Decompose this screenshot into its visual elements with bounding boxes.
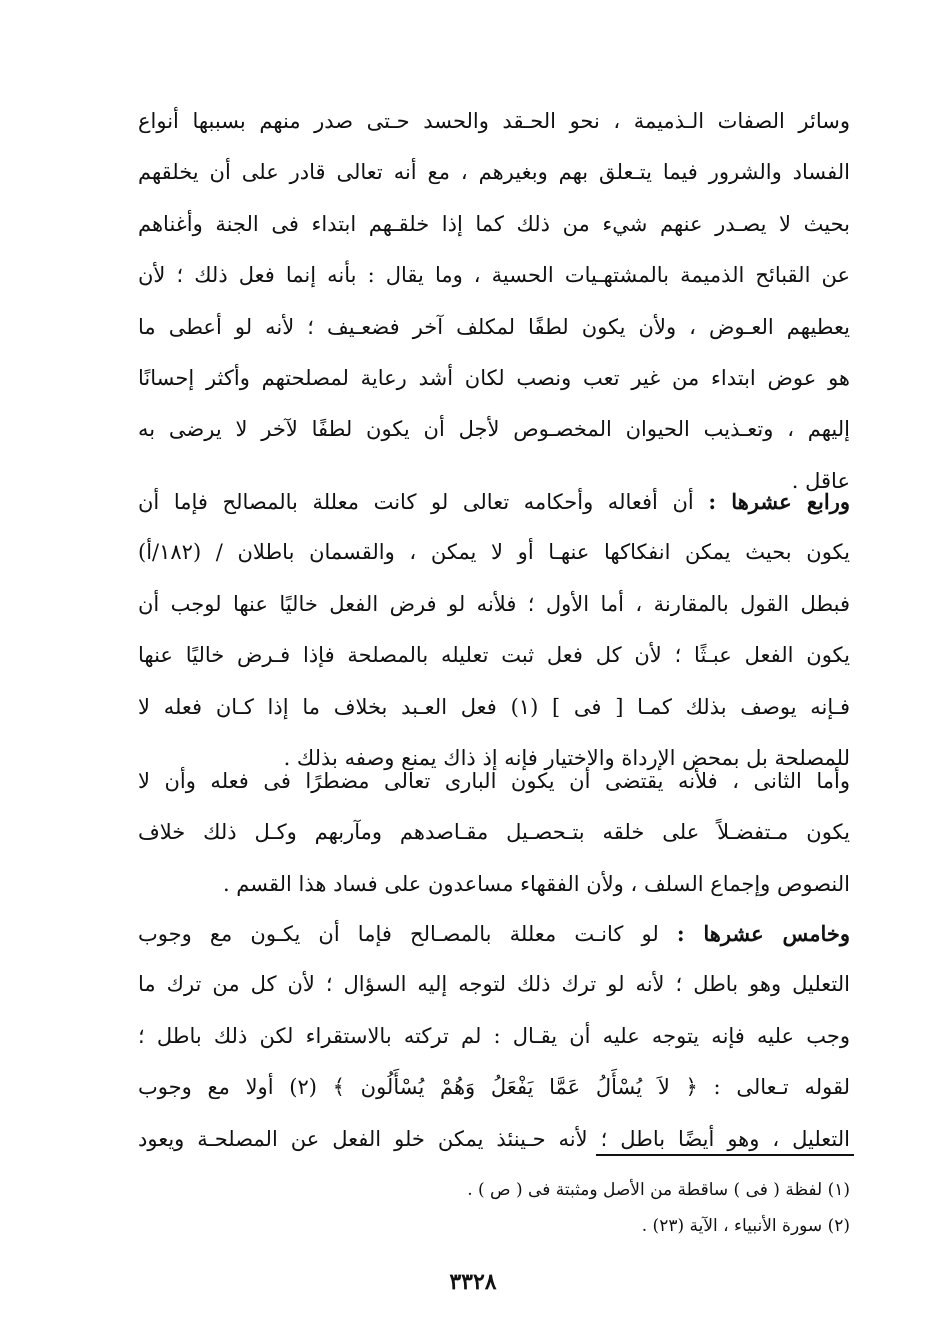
text-line: بحيث لا يصـدر عنهم شيء من ذلك كما إذا خلقـهم ابتداء فى الجنة وأغناهم (138, 211, 850, 236)
text-line: هو عوض ابتداء من غير تعب ونصب لكان أشد رعاية لمصلحتهم وأكثر إحسانًا (138, 365, 850, 390)
text-line: النصوص وإجماع السلف ، ولأن الفقهاء مساعدون على فساد هذا القسم . (222, 871, 850, 896)
text-line: وجب عليه فإنه يتوجه عليه أن يقـال : لم تركته بالاستقراء لكن ذلك باطل ؛ (138, 1023, 850, 1048)
text-line: يعطيهم العـوض ، ولأن يكون لطفًا لمكلف آخر فضعـيف ؛ لأنه لو أعطى ما (138, 314, 850, 339)
text-line (138, 476, 850, 527)
text-line: الفساد والشرور فيما يتـعلق بهم وبغيرهم ، مع أنه تعالى قادر على أن يخلقهم (138, 160, 850, 185)
footnotes (300, 1172, 850, 1244)
text-line: عاقل . (791, 468, 850, 493)
paragraph-3 (138, 756, 850, 910)
text-line: فـإنه يوصف بذلك كمـا [ فى ] (١) فعل العـبد بخلاف ما إذا كـان فعله لا (138, 694, 850, 719)
text-line: للمصلحة بل بمحض الإرداة والاختيار فإنه إذ ذاك يمنع وصفه بذلك . (283, 745, 850, 770)
page-number: ٣٣٢٨ (449, 1269, 497, 1295)
section-heading: ورابع عشرها : (708, 489, 850, 514)
text-line: عن القبائح الذميمة بالمشتهـيات الحسية ، وما يقال : بأنه إنما فعل ذلك ؛ لأن (138, 263, 850, 288)
footnote-divider (596, 1154, 854, 1156)
text-line: يكون الفعل عبـثًا ؛ لأن كل فعل ثبت تعليله بالمصلحة فإذا فـرض خاليًا عنها (138, 643, 850, 668)
text-line: يكون مـتفضـلاً على خلقه بتـحصـيل مقـاصدهم ومآربهم وكـل ذلك خلاف (138, 820, 850, 845)
text-run: أن أفعاله وأحكامه تعالى لو كانت معللة بالمصالح فإما أن (138, 490, 709, 514)
paragraph-4 (138, 908, 850, 1165)
footnote-1: (١) لفظة ( فى ) ساقطة من الأصل ومثبتة فى ( ص ) . (467, 1180, 850, 1200)
text-line: التعليل ، وهو أيضًا باطل ؛ لأنه حـينئذ يمكن خلو الفعل عن المصلحـة ويعود (138, 1126, 850, 1151)
text-line: لقوله تـعالى : ﴿ لاَ يُسْأَلُ عَمَّا يَفْعَلُ وَهُمْ يُسْأَلُون ﴾ (٢) أولا مع وجوب (138, 1075, 850, 1100)
paragraph-1 (138, 96, 850, 507)
section-heading: وخامس عشرها : (676, 921, 850, 946)
text-line: إليهم ، وتعـذيب الحيوان المخصـوص لأجل أن يكون لطفًا لآخر لا يرضى به (138, 417, 850, 442)
footnote-2: (٢) سورة الأنبياء ، الآية (٢٣) . (641, 1216, 850, 1236)
text-line (138, 908, 850, 959)
text-line: وأما الثانى ، فلأنه يقتضى أن يكون البارى تعالى مضطرًا فى فعله وأن لا (138, 769, 850, 793)
paragraph-2 (138, 476, 850, 784)
text-line: وسائر الصفات الـذميمة ، نحو الحـقد والحسد حـتى صدر منهم بسببها أنواع (138, 109, 850, 133)
text-line: يكون بحيث يمكن انفكاكها عنهـا أو لا يمكن ، والقسمان باطلان / (١٨٢/أ) (138, 540, 850, 565)
text-run: لو كانـت معللة بالمصـالح فإما أن يكـون مع وجوب (138, 922, 677, 946)
text-line: التعليل وهو باطل ؛ لأنه لو ترك ذلك لتوجه إليه السؤال ؛ لأن كل من ترك ما (138, 972, 850, 997)
text-line: فبطل القول بالمقارنة ، أما الأول ؛ فلأنه لو فرض الفعل خاليًا عنها لوجب أن (138, 591, 850, 616)
